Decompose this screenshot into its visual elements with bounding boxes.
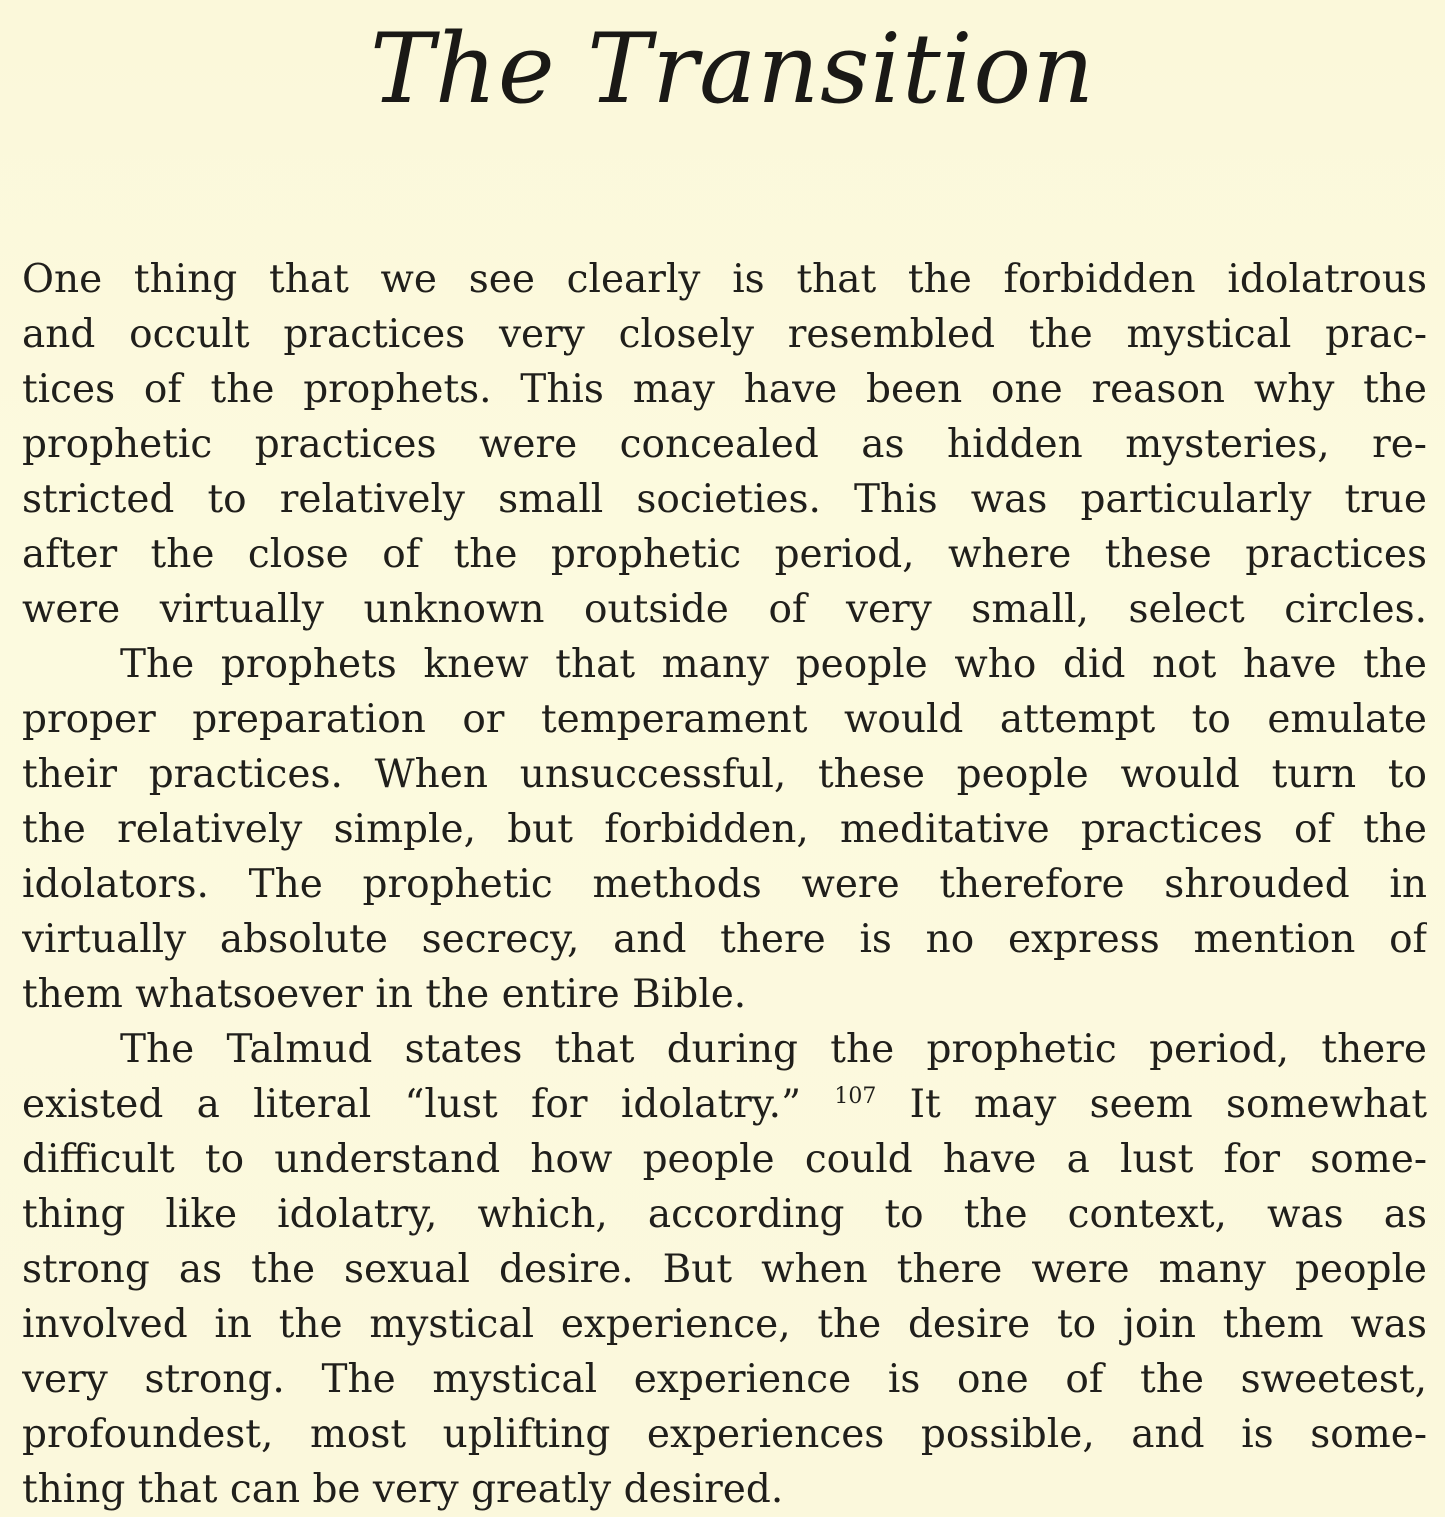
text-line-with-footnote <box>22 1077 1427 1132</box>
text-line: the relatively simple, but forbidden, meditative practices of the <box>22 807 1427 852</box>
text-line: thing that can be very greatly desired. <box>22 1467 784 1512</box>
text-line: proper preparation or temperament would attempt to emulate <box>22 697 1427 742</box>
text-line: involved in the mystical experience, the desire to join them was <box>22 1302 1427 1347</box>
text-line: difficult to understand how people could have a lust for some- <box>22 1137 1427 1182</box>
text-segment: existed a literal “lust for idolatry.” <box>22 1082 802 1127</box>
footnote-reference: 107 <box>834 1084 877 1109</box>
text-line: very strong. The mystical experience is one of the sweetest, <box>22 1357 1427 1402</box>
paragraph-2 <box>22 637 1427 1022</box>
text-line: them whatsoever in the entire Bible. <box>22 972 747 1017</box>
text-line: profoundest, most uplifting experiences possible, and is some- <box>22 1412 1427 1457</box>
text-line: their practices. When unsuccessful, these people would turn to <box>22 752 1427 797</box>
text-line: and occult practices very closely resembled the mystical prac- <box>22 312 1427 357</box>
text-line: virtually absolute secrecy, and there is no express mention of <box>22 917 1427 962</box>
text-line: tices of the prophets. This may have been one reason why the <box>22 367 1427 412</box>
text-line: The prophets knew that many people who did not have the <box>120 642 1427 687</box>
paragraph-1 <box>22 252 1427 637</box>
text-line: after the close of the prophetic period, where these practices <box>22 532 1427 577</box>
text-line: strong as the sexual desire. But when there were many people <box>22 1247 1427 1292</box>
text-line: The Talmud states that during the prophetic period, there <box>120 1027 1427 1072</box>
text-line: prophetic practices were concealed as hidden mysteries, re- <box>22 422 1427 467</box>
text-line: idolators. The prophetic methods were therefore shrouded in <box>22 862 1427 907</box>
text-line: stricted to relatively small societies. This was particularly true <box>22 477 1427 522</box>
text-line: One thing that we see clearly is that the forbidden idolatrous <box>22 257 1427 302</box>
body-text <box>22 252 1427 1517</box>
page-title: The Transition <box>369 13 1096 125</box>
text-line: thing like idolatry, which, according to the context, was as <box>22 1192 1427 1237</box>
paragraph-3 <box>22 1022 1427 1517</box>
text-segment: It may seem somewhat <box>909 1082 1427 1127</box>
text-line: were virtually unknown outside of very small, select circles. <box>22 587 1427 632</box>
